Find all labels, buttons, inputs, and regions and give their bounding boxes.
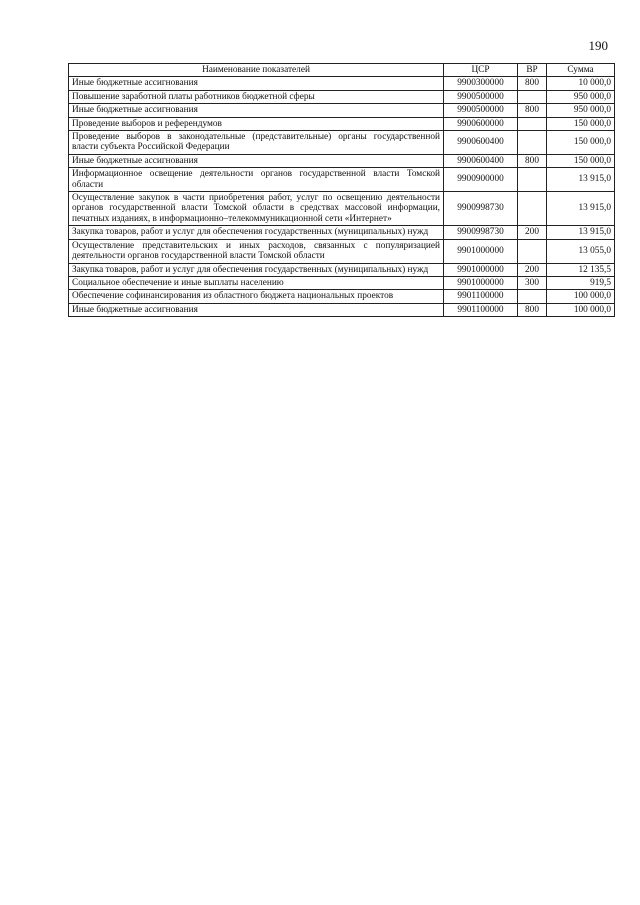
cell-csr: 9900500000	[444, 104, 518, 117]
cell-name: Социальное обеспечение и иные выплаты населению	[69, 276, 444, 289]
cell-vr: 800	[518, 154, 547, 167]
cell-sum: 919,5	[547, 276, 615, 289]
cell-csr: 9900600400	[444, 154, 518, 167]
cell-sum: 100 000,0	[547, 290, 615, 303]
cell-name: Осуществление закупок в части приобретения работ, услуг по освещению деятельности органов государственной власти Томской области в средствах массовой информации, печатных изданиях, в информационно–телекоммуникационной сети «Интернет»	[69, 192, 444, 226]
table-row	[69, 77, 615, 90]
column-header-sum: Сумма	[547, 64, 615, 77]
cell-sum: 13 915,0	[547, 226, 615, 239]
cell-csr: 9900300000	[444, 77, 518, 90]
cell-name: Иные бюджетные ассигнования	[69, 104, 444, 117]
table-row	[69, 303, 615, 316]
cell-csr: 9900998730	[444, 226, 518, 239]
cell-csr: 9900600400	[444, 131, 518, 155]
table-row	[69, 192, 615, 226]
cell-name: Закупка товаров, работ и услуг для обеспечения государственных (муниципальных) нужд	[69, 226, 444, 239]
table-row	[69, 131, 615, 155]
cell-vr: 800	[518, 303, 547, 316]
cell-csr: 9901000000	[444, 276, 518, 289]
cell-sum: 13 915,0	[547, 192, 615, 226]
cell-csr: 9901000000	[444, 239, 518, 263]
table-header-row	[69, 64, 615, 77]
cell-name: Обеспечение софинансирования из областного бюджета национальных проектов	[69, 290, 444, 303]
column-header-vr: ВР	[518, 64, 547, 77]
cell-vr	[518, 168, 547, 192]
budget-table	[68, 63, 615, 317]
cell-name: Проведение выборов и референдумов	[69, 117, 444, 130]
cell-sum: 150 000,0	[547, 117, 615, 130]
cell-csr: 9901000000	[444, 263, 518, 276]
table-row	[69, 263, 615, 276]
cell-sum: 150 000,0	[547, 131, 615, 155]
cell-name: Осуществление представительских и иных расходов, связанных с популяризацией деятельности органов государственной власти Томской области	[69, 239, 444, 263]
cell-vr	[518, 131, 547, 155]
cell-name: Иные бюджетные ассигнования	[69, 154, 444, 167]
cell-name: Закупка товаров, работ и услуг для обеспечения государственных (муниципальных) нужд	[69, 263, 444, 276]
table-row	[69, 104, 615, 117]
cell-sum: 950 000,0	[547, 104, 615, 117]
cell-sum: 950 000,0	[547, 90, 615, 103]
cell-sum: 13 915,0	[547, 168, 615, 192]
cell-sum: 10 000,0	[547, 77, 615, 90]
table-row	[69, 90, 615, 103]
cell-vr: 300	[518, 276, 547, 289]
cell-name: Иные бюджетные ассигнования	[69, 303, 444, 316]
table-row	[69, 168, 615, 192]
table-row	[69, 154, 615, 167]
cell-vr	[518, 239, 547, 263]
cell-vr	[518, 90, 547, 103]
cell-name: Информационное освещение деятельности органов государственной власти Томской области	[69, 168, 444, 192]
page-number: 190	[588, 38, 608, 53]
cell-sum: 100 000,0	[547, 303, 615, 316]
cell-csr: 9900500000	[444, 90, 518, 103]
cell-sum: 12 135,5	[547, 263, 615, 276]
column-header-name: Наименование показателей	[69, 64, 444, 77]
cell-sum: 150 000,0	[547, 154, 615, 167]
cell-sum: 13 055,0	[547, 239, 615, 263]
cell-vr: 200	[518, 263, 547, 276]
table-row	[69, 276, 615, 289]
column-header-csr: ЦСР	[444, 64, 518, 77]
cell-vr: 800	[518, 77, 547, 90]
cell-vr: 800	[518, 104, 547, 117]
cell-csr: 9900998730	[444, 192, 518, 226]
cell-csr: 9900900000	[444, 168, 518, 192]
cell-vr	[518, 117, 547, 130]
cell-csr: 9901100000	[444, 303, 518, 316]
table-body	[69, 77, 615, 317]
cell-csr: 9901100000	[444, 290, 518, 303]
table-row	[69, 290, 615, 303]
table-row	[69, 239, 615, 263]
cell-vr: 200	[518, 226, 547, 239]
cell-vr	[518, 290, 547, 303]
table-row	[69, 226, 615, 239]
table-row	[69, 117, 615, 130]
cell-name: Иные бюджетные ассигнования	[69, 77, 444, 90]
cell-csr: 9900600000	[444, 117, 518, 130]
cell-name: Проведение выборов в законодательные (представительные) органы государственной власти субъекта Российской Федерации	[69, 131, 444, 155]
cell-name: Повышение заработной платы работников бюджетной сферы	[69, 90, 444, 103]
cell-vr	[518, 192, 547, 226]
